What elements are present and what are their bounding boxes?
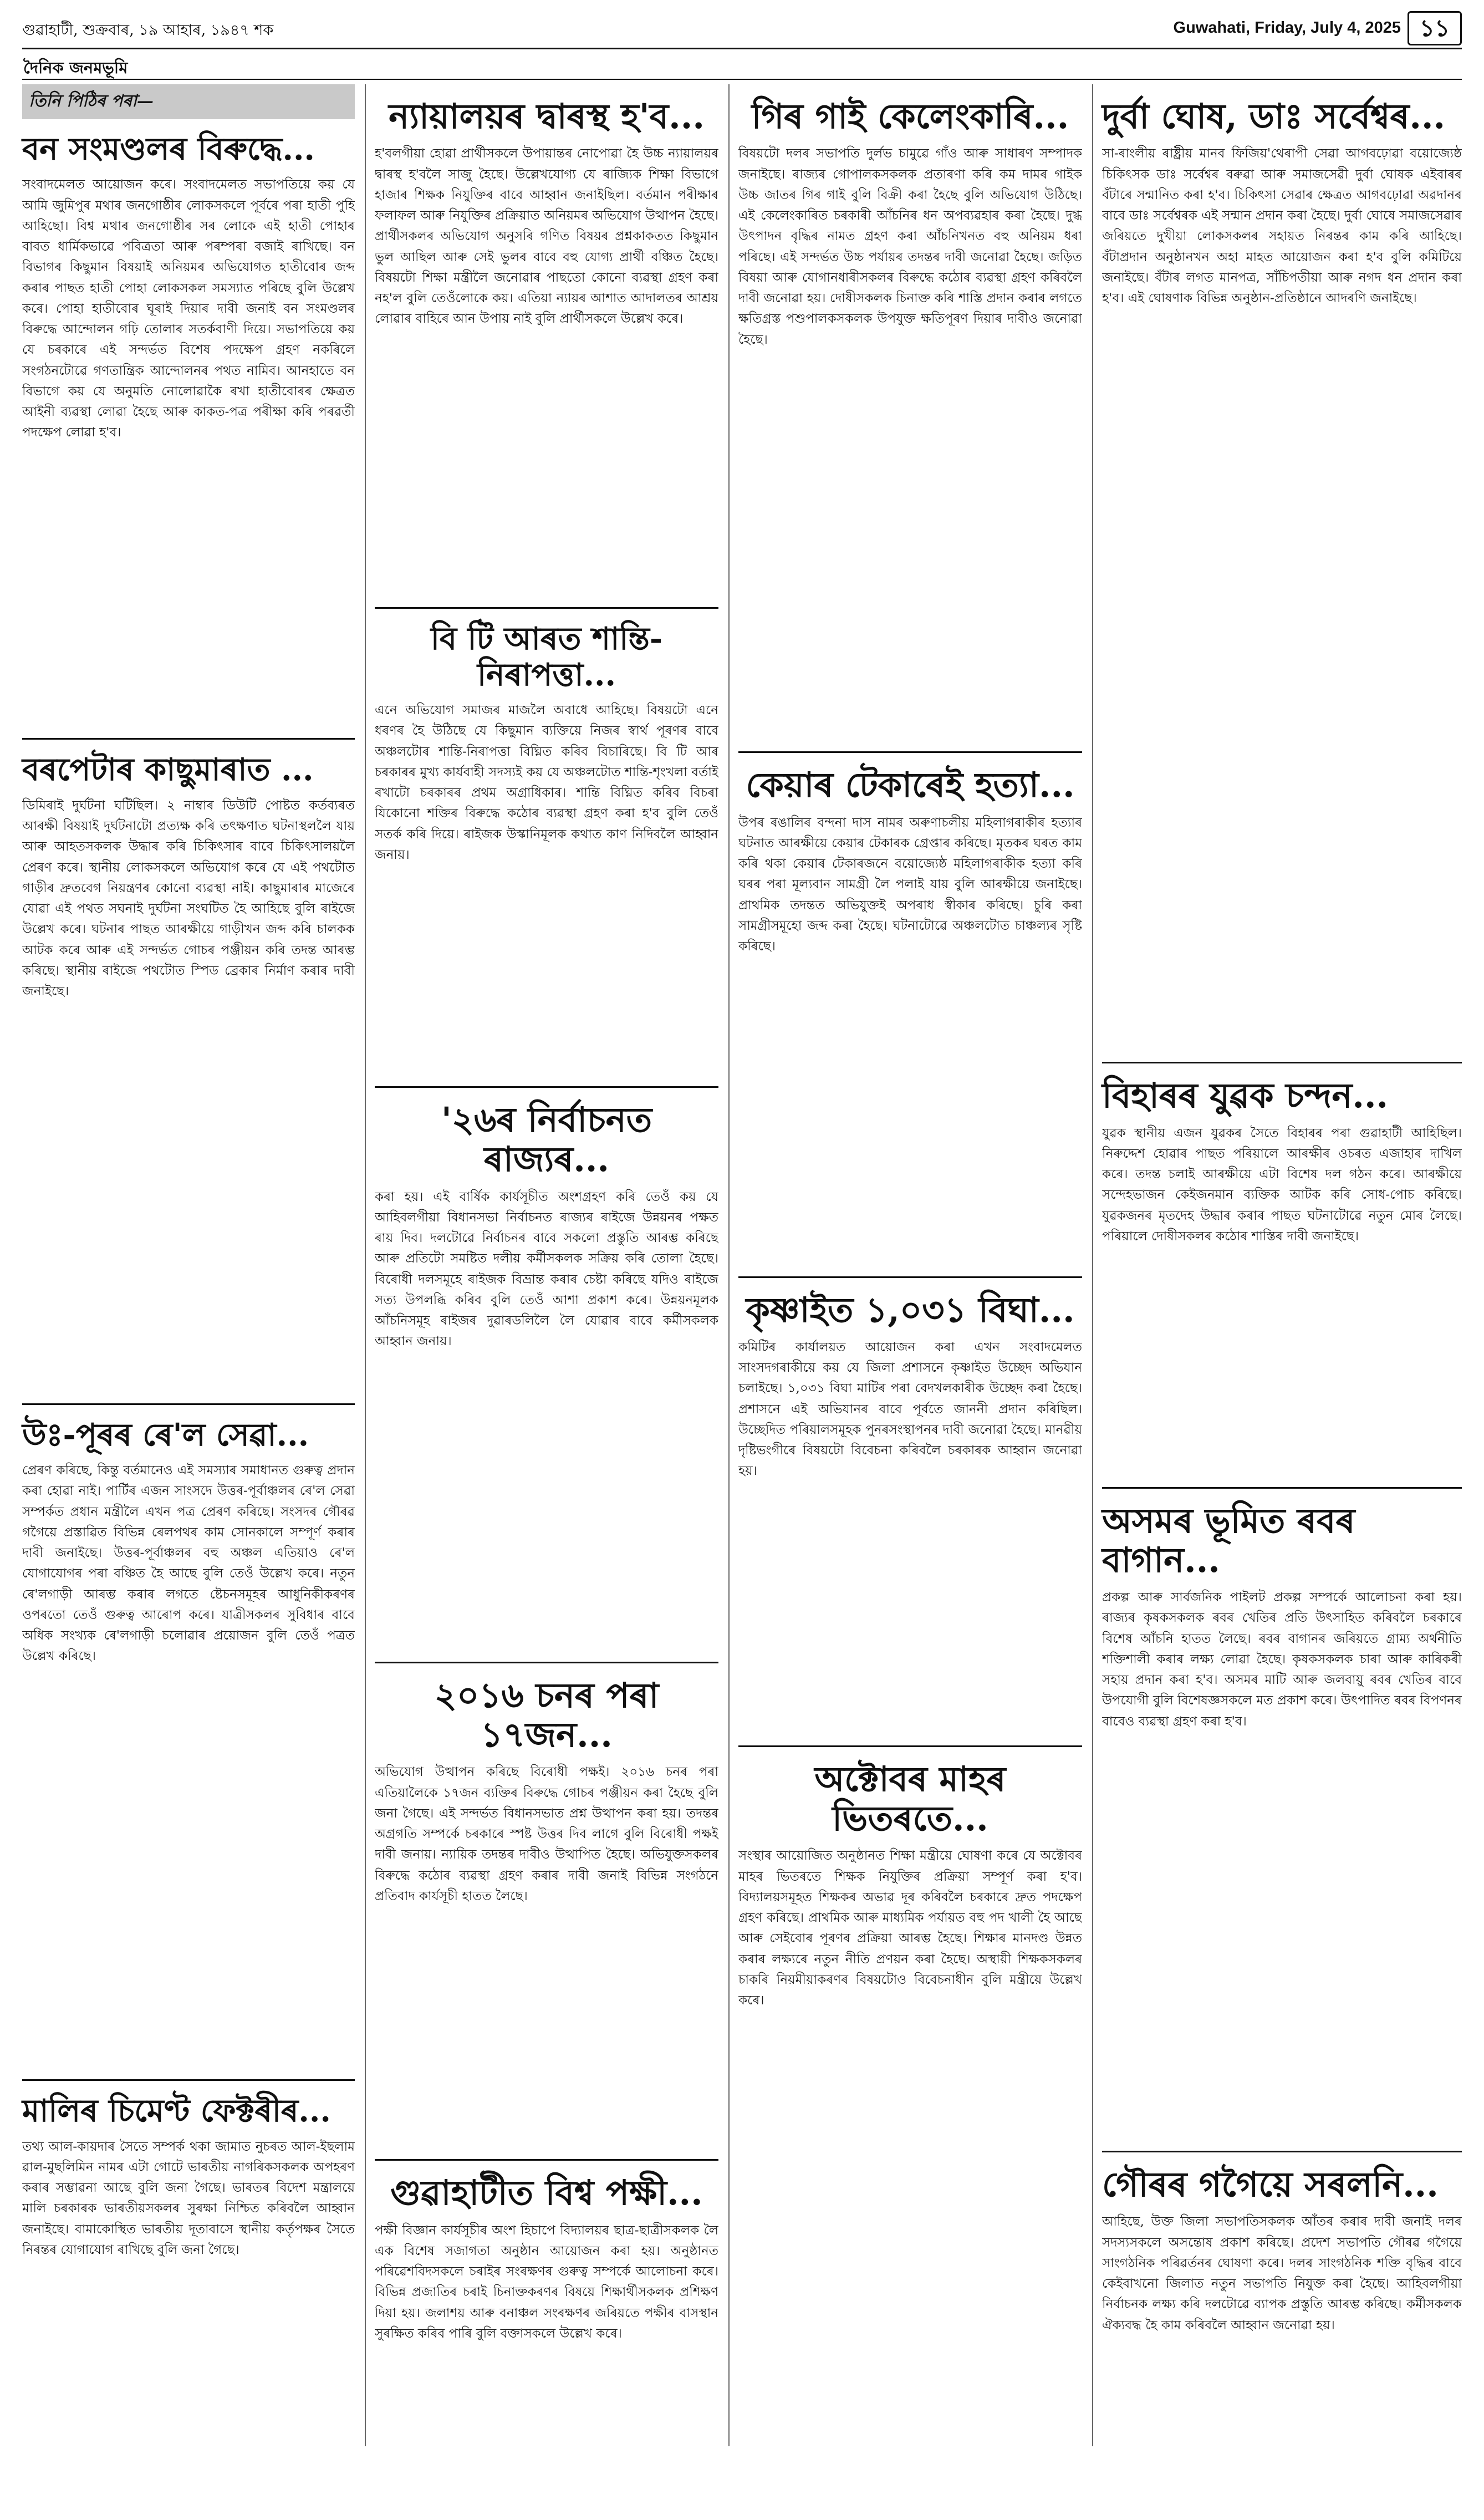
divider <box>375 1662 718 1663</box>
divider <box>738 1745 1082 1747</box>
story-body: প্ৰকল্প আৰু সাৰ্বজনিক পাইলট প্ৰকল্প সম্পৰ্কে আলোচনা কৰা হয়। ৰাজ্যৰ কৃষকসকলক ৰবৰ খেতিৰ প্ৰতি উৎসাহিত কৰিবলৈ চৰকাৰে বিশেষ আঁচনি হাতত লৈছে। ৰবৰ বাগানৰ জৰিয়তে গ্ৰাম্য অৰ্থনীতি শক্তিশালী কৰাৰ লক্ষ্য লোৱা হৈছে। কৃষকসকলক চাৰা আৰু কাৰিকৰী সহায় প্ৰদান কৰা হ'ব। অসমৰ মাটি আৰু জলবায়ু ৰবৰ খেতিৰ বাবে উপযোগী বুলি বিশেষজ্ঞসকলে মত প্ৰকাশ কৰে। উৎপাদিত ৰবৰ বিপণনৰ বাবেও ব্যৱস্থা গ্ৰহণ কৰা হ'ব। <box>1102 1590 1462 1729</box>
column-2 <box>375 84 718 2520</box>
story-body: সংস্থাৰ আয়োজিত অনুষ্ঠানত শিক্ষা মন্ত্ৰীয়ে ঘোষণা কৰে যে অক্টোবৰ মাহৰ ভিতৰতে শিক্ষক নিযুক্তিৰ প্ৰক্ৰিয়া সম্পূৰ্ণ কৰা হ'ব। বিদ্যালয়সমূহত শিক্ষকৰ অভাৱ দূৰ কৰিবলৈ চৰকাৰে দ্ৰুত পদক্ষেপ গ্ৰহণ কৰিছে। প্ৰাথমিক আৰু মাধ্যমিক পৰ্যায়ত বহু পদ খালী হৈ আছে আৰু সেইবোৰ পূৰণৰ প্ৰক্ৰিয়া আৰম্ভ হৈছে। শিক্ষাৰ মানদণ্ড উন্নত কৰাৰ লক্ষ্যৰে নতুন নীতি প্ৰণয়ন কৰা হৈছে। অস্থায়ী শিক্ষকসকলৰ চাকৰি নিয়মীয়াকৰণৰ বিষয়টোও বিবেচনাধীন বুলি মন্ত্ৰীয়ে উল্লেখ কৰে। <box>738 1849 1082 2008</box>
story <box>738 765 1082 1267</box>
story-body: বিষয়টো দলৰ সভাপতি দুৰ্লভ চামুৱে গাঁও আৰু সাধাৰণ সম্পাদক জনাইছে। ৰাজ্যৰ গোপালকসকলক প্ৰতাৰণা কৰি কম দামৰ গাইক উচ্চ জাতৰ গিৰ গাই বুলি বিক্ৰী কৰা হৈছে বুলি অভিযোগ উঠিছে। এই কেলেংকাৰিত চৰকাৰী আঁচনিৰ ধন অপব্যৱহাৰ কৰা হৈছে। দুগ্ধ উৎপাদন বৃদ্ধিৰ নামত গ্ৰহণ কৰা আঁচনিখনত বহু অনিয়ম ধৰা পৰিছে। এই সন্দৰ্ভত উচ্চ পৰ্যায়ৰ তদন্তৰ দাবী জনোৱা হৈছে। জড়িত বিষয়া আৰু যোগানধাৰীসকলৰ বিৰুদ্ধে কঠোৰ ব্যৱস্থা গ্ৰহণ কৰিবলৈ দাবী জনোৱা হয়। দোষীসকলক চিনাক্ত কৰি শাস্তি প্ৰদান কৰাৰ লগতে ক্ষতিগ্ৰস্ত পশুপালকসকলক উপযুক্ত ক্ষতিপূৰণ দিয়াৰ দাবীও জনোৱা হৈছে। <box>738 146 1082 347</box>
story-body: সা-ৰাংলীয় ৰাষ্ট্ৰীয় মানব ফিজিয়'থেৰাপী সেৱা আগবঢ়োৱা বয়োজ্যেষ্ঠ চিকিৎসক ডাঃ সৰ্বেশ্বৰ বৰুৱা আৰু সমাজসেৱী দুৰ্বা ঘোষক এইবাৰৰ বঁটাৰে সন্মানিত কৰা হ'ব। চিকিৎসা সেৱাৰ ক্ষেত্ৰত আগবঢ়োৱা অৱদানৰ বাবে ডাঃ সৰ্বেশ্বৰক এই সন্মান প্ৰদান কৰা হৈছে। দুৰ্বা ঘোষে সমাজসেৱাৰ জৰিয়তে দুখীয়া লোকসকলৰ সহায়ত নিৰন্তৰ কাম কৰি আহিছে। বঁটাপ্ৰদান অনুষ্ঠানখন অহা মাহত আয়োজন কৰা হ'ব বুলি কমিটিয়ে জনাইছে। বঁটাৰ লগত মানপত্ৰ, সাঁচিপতীয়া আৰু নগদ ধন প্ৰদান কৰা হ'ব। এই ঘোষণাক বিভিন্ন অনুষ্ঠান-প্ৰতিষ্ঠানে আদৰণি জনাইছে। <box>1102 146 1462 306</box>
headline: বিহাৰৰ যুৱক চন্দন... <box>1102 1075 1389 1116</box>
story <box>22 131 355 729</box>
headline: বন সংমণ্ডলৰ বিৰুদ্ধে... <box>22 131 315 167</box>
page-number: ১১ <box>1407 11 1462 45</box>
story <box>1102 1501 1462 2142</box>
story-body: কৰা হয়। এই বাৰ্ষিক কাৰ্যসূচীত অংশগ্ৰহণ কৰি তেওঁ কয় যে আহিবলগীয়া বিধানসভা নিৰ্বাচনত ৰাজ্যৰ ৰাইজে উন্নয়নৰ পক্ষত ৰায় দিব। দলটোৱে নিৰ্বাচনৰ বাবে সকলো প্ৰস্তুতি আৰম্ভ কৰিছে আৰু প্ৰতিটো সমষ্টিত দলীয় কৰ্মীসকলক সক্ৰিয় কৰি তোলা হৈছে। বিৰোধী দলসমূহে ৰাইজক বিভ্ৰান্ত কৰাৰ চেষ্টা কৰিছে যদিও ৰাইজে সত্য উপলব্ধি কৰিব বুলি তেওঁ আশা প্ৰকাশ কৰে। উন্নয়নমূলক আঁচনিসমূহ ৰাইজৰ দুৱাৰডলিলৈ লৈ যোৱাৰ বাবে কৰ্মীসকলক আহ্বান জনায়। <box>375 1189 718 1349</box>
column-3 <box>738 84 1082 2467</box>
column-1 <box>22 84 355 2320</box>
story <box>375 621 718 1077</box>
story <box>375 1676 718 2151</box>
story <box>22 1417 355 2070</box>
date-english: Guwahati, Friday, July 4, 2025 <box>1173 19 1401 37</box>
story <box>22 752 355 1394</box>
story-body: উপৰ ৰঙালিৰ বন্দনা দাস নামৰ অৰুণাচলীয় মহিলাগৰাকীৰ হত্যাৰ ঘটনাত আৰক্ষীয়ে কেয়াৰ টেকাৰক গ্ৰেপ্তাৰ কৰিছে। মৃতকৰ ঘৰত কাম কৰি থকা কেয়াৰ টেকাৰজনে বয়োজ্যেষ্ঠ মহিলাগৰাকীক হত্যা কৰি ঘৰৰ পৰা মূল্যবান সামগ্ৰী লৈ পলাই যায় বুলি আৰক্ষীয়ে জনাইছে। প্ৰাথমিক তদন্তত অভিযুক্তই অপৰাধ স্বীকাৰ কৰিছে। চুৰি কৰা সামগ্ৰীসমূহো জব্দ কৰা হৈছে। ঘটনাটোৱে অঞ্চলটোত চাঞ্চল্যৰ সৃষ্টি কৰিছে। <box>738 815 1082 954</box>
story-body: কমিটিৰ কাৰ্যালয়ত আয়োজন কৰা এখন সংবাদমেলত সাংসদগৰাকীয়ে কয় যে জিলা প্ৰশাসনে কৃষ্ণাইত উচ্ছেদ অভিযান চলাইছে। ১,০৩১ বিঘা মাটিৰ পৰা বেদখলকাৰীক উচ্ছেদ কৰা হৈছে। প্ৰশাসনে এই অভিযানৰ বাবে পূৰ্বতে জাননী প্ৰদান কৰিছিল। উচ্ছেদিত পৰিয়ালসমূহক পুনৰসংস্থাপনৰ দাবী জনোৱা হৈছে। মানৱীয় দৃষ্টিভংগীৰে বিষয়টো বিবেচনা কৰিবলৈ চৰকাৰক আহ্বান জনোৱা হয়। <box>738 1340 1082 1479</box>
story <box>375 2173 718 2519</box>
headline: কৃষ্ণাইত ১,০৩১ বিঘা... <box>746 1289 1075 1330</box>
divider <box>738 751 1082 753</box>
headline: বি টি আৰত শান্তি-নিৰাপত্তা... <box>430 620 663 693</box>
headline: বৰপেটাৰ কাছুমাৰাত ... <box>22 751 314 788</box>
story-body: প্ৰেৰণ কৰিছে, কিন্তু বৰ্তমানেও এই সমস্যাৰ সমাধানত গুৰুত্ব প্ৰদান কৰা হোৱা নাই। পাৰ্টিৰ এজন সাংসদে উত্তৰ-পূৰ্বাঞ্চলৰ ৰে'ল সেৱা সম্পৰ্কত প্ৰধান মন্ত্ৰীলৈ এখন পত্ৰ প্ৰেৰণ কৰিছে। সংসদৰ গৌৰৱ গগৈয়ে প্ৰস্তাৱিত বিভিন্ন ৰেলপথৰ কাম সোনকালে সম্পূৰ্ণ কৰাৰ দাবী জনাইছে। উত্তৰ-পূৰ্বাঞ্চলৰ বহু অঞ্চল এতিয়াও ৰে'ল যোগাযোগৰ পৰা বঞ্চিত হৈ আছে বুলি তেওঁ উল্লেখ কৰে। নতুন ৰে'লগাড়ী আৰম্ভ কৰাৰ লগতে ষ্টেচনসমূহৰ আধুনিকীকৰণৰ ওপৰতো তেওঁ গুৰুত্ব আৰোপ কৰে। যাত্ৰীসকলৰ সুবিধাৰ বাবে অধিক সংখ্যক ৰে'লগাড়ী চলোৱাৰ প্ৰয়োজন বুলি তেওঁ পত্ৰত উল্লেখ কৰিছে। <box>22 1463 355 1664</box>
column-divider <box>365 84 366 2446</box>
divider <box>375 2159 718 2161</box>
story-body: এনে অভিযোগ সমাজৰ মাজলৈ অবাধে আহিছে। বিষয়টো এনে ধৰণৰ হৈ উঠিছে যে কিছুমান ব্যক্তিয়ে নিজৰ স্বাৰ্থ পূৰণৰ বাবে অঞ্চলটোৰ শান্তি-নিৰাপত্তা বিঘ্নিত কৰিব বিচাৰিছে। বি টি আৰ চৰকাৰৰ মুখ্য কাৰ্যবাহী সদস্যই কয় যে অঞ্চলটোত শান্তি-শৃংখলা বৰ্তাই ৰখাটো চৰকাৰৰ প্ৰথম অগ্ৰাধিকাৰ। শান্তি বিঘ্নিত কৰিব বিচৰা যিকোনো শক্তিৰ বিৰুদ্ধে কঠোৰ ব্যৱস্থা গ্ৰহণ কৰা হ'ব বুলি তেওঁ সতৰ্ক কৰি দিয়ে। ৰাইজক উস্কানিমূলক কথাত কাণ নিদিবলৈ আহ্বান জনায়। <box>375 703 718 862</box>
headline: ন্যায়ালয়ৰ দ্বাৰস্থ হ'ব... <box>389 96 705 136</box>
divider <box>22 738 355 740</box>
story <box>1102 1076 1462 1478</box>
story <box>22 2093 355 2319</box>
column-divider <box>728 84 730 2446</box>
headline: কেয়াৰ টেকাৰেই হত্যা... <box>746 765 1075 806</box>
story-body: যুৱক স্থানীয় এজন যুৱকৰ সৈতে বিহাৰৰ পৰা গুৱাহাটী আহিছিল। নিৰুদ্দেশ হোৱাৰ পাছত পৰিয়ালে আৰক্ষীৰ ওচৰত এজাহাৰ দাখিল কৰে। তদন্ত চলাই আৰক্ষীয়ে এটা বিশেষ দল গঠন কৰে। আৰক্ষীয়ে সন্দেহভাজন কেইজনমান ব্যক্তিক আটক কৰি সোধ-পোচ কৰিছে। যুৱকজনৰ মৃতদেহ উদ্ধাৰ কৰাৰ পাছত ঘটনাটোৱে নতুন মোৰ লৈছে। পৰিয়ালে দোষীসকলৰ কঠোৰ শাস্তিৰ দাবী জনাইছে। <box>1102 1126 1462 1244</box>
headline: গিৰ গাই কেলেংকাৰি... <box>751 96 1069 136</box>
divider <box>22 1403 355 1405</box>
story-body: সংবাদমেলত আয়োজন কৰে। সংবাদমেলত সভাপতিয়ে কয় যে আমি জুমিপুৰ মথাৰ জনগোষ্ঠীৰ লোকসকলে পূৰ্বৰে পৰা হাতী পুহি আহিছো। বিশ্ব মথাৰ জনগোষ্ঠীৰ সৰ লোকে এই হাতী পোহাৰ বাবত ধাৰ্মিকভাৱে পবিত্ৰতা আৰু পৰম্পৰা বজাই ৰাখিছে। বন বিভাগৰ কিছুমান বিষয়াই অনিয়মৰ অভিযোগত হাতীবোৰ জব্দ কৰাৰ পাছত হাতী পোহা লোকসকল সমস্যাত পৰিছে বুলি উল্লেখ কৰে। পোহা হাতীবোৰ ঘূৰাই দিয়াৰ দাবী জনাই বন সংমণ্ডলৰ বিৰুদ্ধে আন্দোলন গঢ়ি তোলাৰ সতৰ্কবাণী দিয়ে। সভাপতিয়ে কয় যে চৰকাৰে এই সন্দৰ্ভত বিশেষ পদক্ষেপ গ্ৰহণ নকৰিলে সংগঠনটোৱে গণতান্ত্ৰিক আন্দোলনৰ পথত নামিব। আনহাতে বন বিভাগে কয় যে অনুমতি নোলোৱাকৈ ৰখা হাতীবোৰৰ ক্ষেত্ৰত আইনী ব্যৱস্থা লোৱা হৈছে আৰু কাকত-পত্ৰ পৰীক্ষা কৰি পৰৱৰ্তী পদক্ষেপ লোৱা হ'ব। <box>22 177 355 440</box>
divider <box>1102 1062 1462 1063</box>
story <box>375 1100 718 1653</box>
divider <box>1102 1487 1462 1489</box>
header-rule-2 <box>22 79 1462 80</box>
story-body: অভিযোগ উত্থাপন কৰিছে বিৰোধী পক্ষই। ২০১৬ চনৰ পৰা এতিয়ালৈকে ১৭জন ব্যক্তিৰ বিৰুদ্ধে গোচৰ পঞ্জীয়ন কৰা হৈছে বুলি জনা গৈছে। এই সন্দৰ্ভত বিধানসভাত প্ৰশ্ন উত্থাপন কৰা হয়। তদন্তৰ অগ্ৰগতি সম্পৰ্কে চৰকাৰে স্পষ্ট উত্তৰ দিব লাগে বুলি বিৰোধী পক্ষই দাবী জনায়। ন্যায়িক তদন্তৰ দাবীও উত্থাপিত হৈছে। অভিযুক্তসকলৰ বিৰুদ্ধে কঠোৰ ব্যৱস্থা গ্ৰহণ কৰাৰ দাবী জনাই বিভিন্ন সংগঠনে প্ৰতিবাদ কাৰ্যসূচী হাতত লৈছে। <box>375 1765 718 1903</box>
story <box>738 1290 1082 1737</box>
divider <box>738 1276 1082 1278</box>
story <box>1102 96 1462 1053</box>
story <box>738 96 1082 742</box>
story-body: পক্ষী বিজ্ঞান কাৰ্যসূচীৰ অংশ হিচাপে বিদ্যালয়ৰ ছাত্ৰ-ছাত্ৰীসকলক লৈ এক বিশেষ সজাগতা অনুষ্ঠান আয়োজন কৰা হয়। অনুষ্ঠানত পৰিৱেশবিদসকলে চৰাইৰ সংৰক্ষণৰ গুৰুত্ব সম্পৰ্কে আলোচনা কৰে। বিভিন্ন প্ৰজাতিৰ চৰাই চিনাক্তকৰণৰ বিষয়ে শিক্ষাৰ্থীসকলক প্ৰশিক্ষণ দিয়া হয়। জলাশয় আৰু বনাঞ্চল সংৰক্ষণৰ জৰিয়তে পক্ষীৰ বাসস্থান সুৰক্ষিত কৰিব পাৰি বুলি বক্তাসকলে উল্লেখ কৰে। <box>375 2223 718 2341</box>
story-body: তথ্য আল-কায়দাৰ সৈতে সম্পৰ্ক থকা জামাত নুচৰত আল-ইছলাম ৱাল-মুছলিমিন নামৰ এটা গোটে ভাৰতীয় নাগৰিকসকলক অপহৰণ কৰাৰ সম্ভাৱনা আছে বুলি জনা গৈছে। ভাৰতৰ বিদেশ মন্ত্ৰালয়ে মালি চৰকাৰক ভাৰতীয়সকলৰ সুৰক্ষা নিশ্চিত কৰিবলৈ আহ্বান জনাইছে। বামাকোস্থিত ভাৰতীয় দূতাবাসে স্থানীয় কৰ্তৃপক্ষৰ সৈতে নিৰন্তৰ যোগাযোগ ৰাখিছে বুলি জনা গৈছে। <box>22 2139 355 2257</box>
story <box>738 1759 1082 2467</box>
date-assamese: গুৱাহাটী, শুক্ৰবাৰ, ১৯ আহাৰ, ১৯৪৭ শক <box>22 22 274 39</box>
divider <box>1102 2151 1462 2152</box>
story <box>1102 2165 1462 2472</box>
headline: '২৬ৰ নিৰ্বাচনত ৰাজ্যৰ... <box>441 1099 652 1180</box>
headline: অক্টোবৰ মাহৰ ভিতৰতে... <box>814 1758 1006 1839</box>
divider <box>375 1086 718 1088</box>
page-header <box>22 11 1462 44</box>
headline: অসমৰ ভূমিত ৰবৰ বাগান... <box>1102 1500 1355 1580</box>
header-rule <box>22 48 1462 49</box>
story-body: হ'বলগীয়া হোৱা প্ৰাৰ্থীসকলে উপায়ান্তৰ নোপোৱা হৈ উচ্চ ন্যায়ালয়ৰ দ্বাৰস্থ হ'বলৈ সাজু হৈছে। উল্লেখযোগ্য যে ৰাজ্যিক শিক্ষা বিভাগে হাজাৰ শিক্ষক নিযুক্তিৰ বাবে আহ্বান জনাইছিল। বৰ্তমান পৰীক্ষাৰ ফলাফল আৰু নিযুক্তিৰ প্ৰক্ৰিয়াত অনিয়মৰ অভিযোগ উত্থাপন হৈছে। প্ৰাৰ্থীসকলৰ অভিযোগ অনুসৰি গণিত বিষয়ৰ প্ৰশ্নকাকতত কিছুমান ভুল আছিল আৰু সেই ভুলৰ বাবে বহু যোগ্য প্ৰাৰ্থী বঞ্চিত হৈছে। বিষয়টো শিক্ষা মন্ত্ৰীলৈ জনোৱাৰ পাছতো কোনো ব্যৱস্থা গ্ৰহণ কৰা নহ'ল বুলি তেওঁলোকে কয়। এতিয়া ন্যায়ৰ আশাত আদালতৰ আশ্ৰয় লোৱাৰ বাহিৰে আন উপায় নাই বুলি প্ৰাৰ্থীসকলে উল্লেখ কৰে। <box>375 146 718 327</box>
story-body: ডিমিৰাই দুৰ্ঘটনা ঘটিছিল। ২ নাম্বাৰ ডিউটি পোষ্টত কৰ্তব্যৰত আৰক্ষী বিষয়াই দুৰ্ঘটনাটো প্ৰত্যক্ষ কৰি তৎক্ষণাত ঘটনাস্থললৈ যায় আৰু আহতসকলক উদ্ধাৰ কৰি চিকিৎসাৰ বাবে চিকিৎসালয়লৈ প্ৰেৰণ কৰে। স্থানীয় লোকসকলে অভিযোগ কৰে যে এই পথটোত গাড়ীৰ দ্ৰুতবেগ নিয়ন্ত্ৰণৰ কোনো ব্যৱস্থা নাই। কাছুমাৰাৰ মাজেৰে যোৱা এই পথত সঘনাই দুৰ্ঘটনা সংঘটিত হৈ আহিছে বুলি ৰাইজে উল্লেখ কৰে। ঘটনাৰ পাছত আৰক্ষীয়ে গাড়ীখন জব্দ কৰি চালকক আটক কৰে আৰু এই সন্দৰ্ভত গোচৰ পঞ্জীয়ন কৰি তদন্ত আৰম্ভ কৰিছে। স্থানীয় ৰাইজে পথটোত স্পিড ব্ৰেকাৰ নিৰ্মাণ কৰাৰ দাবী জনাইছে। <box>22 798 355 999</box>
headline: গুৱাহাটীত বিশ্ব পক্ষী... <box>390 2172 703 2213</box>
headline: গৌৰৰ গগৈয়ে সৰলনি... <box>1102 2164 1439 2205</box>
headline: উঃ-পূৰৰ ৰে'ল সেৱা... <box>22 1416 309 1453</box>
headline: ২০১৬ চনৰ পৰা ১৭জন... <box>434 1674 659 1755</box>
continued-kicker: তিনি পিঠিৰ পৰা— <box>22 84 355 119</box>
story-body: আহিছে, উক্ত জিলা সভাপতিসকলক আঁতৰ কৰাৰ দাবী জনাই দলৰ সদস্যসকলে অসন্তোষ প্ৰকাশ কৰিছে। প্ৰদেশ সভাপতি গৌৰৱ গগৈয়ে সাংগঠনিক পৰিৱৰ্তনৰ ঘোষণা কৰে। দলৰ সাংগঠনিক শক্তি বৃদ্ধিৰ বাবে কেইবাখনো জিলাত নতুন সভাপতি নিযুক্ত কৰা হৈছে। আহিবলগীয়া নিৰ্বাচনক লক্ষ্য কৰি দলটোৱে ব্যাপক প্ৰস্তুতি আৰম্ভ কৰিছে। কৰ্মীসকলক ঐক্যবদ্ধ হৈ কাম কৰিবলৈ আহ্বান জনোৱা হয়। <box>1102 2214 1462 2333</box>
headline: দুৰ্বা ঘোষ, ডাঃ সৰ্বেশ্বৰ... <box>1102 96 1446 136</box>
divider <box>22 2079 355 2081</box>
column-divider <box>1092 84 1093 2446</box>
paper-name: দৈনিক জনমভূমি <box>23 58 128 77</box>
divider <box>375 607 718 609</box>
headline: মালিৰ চিমেণ্ট ফেক্টৰীৰ... <box>22 2093 331 2130</box>
column-4 <box>1102 84 1462 2472</box>
story <box>375 96 718 598</box>
